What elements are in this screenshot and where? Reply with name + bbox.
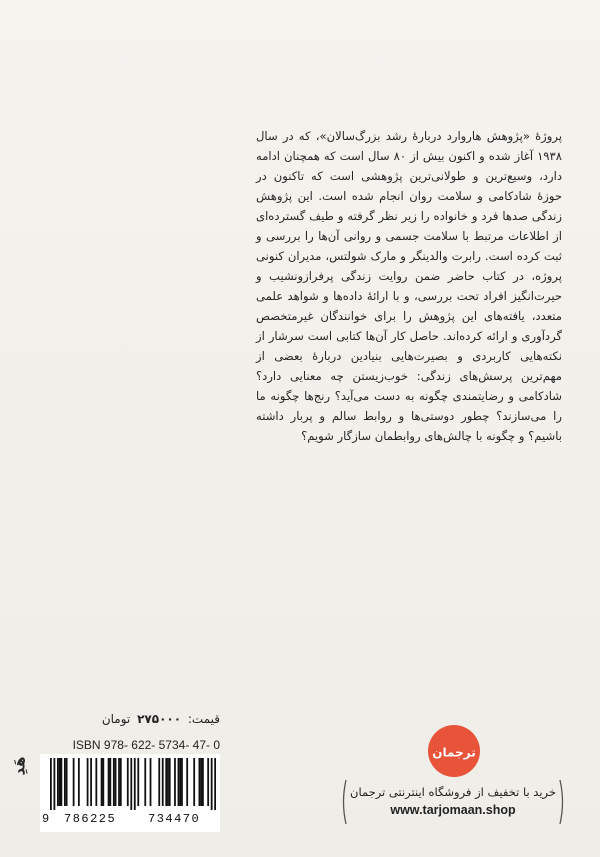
barcode-bar <box>53 758 55 810</box>
barcode-numbers <box>40 812 220 828</box>
barcode-bar <box>109 758 111 806</box>
barcode-bar <box>120 758 122 806</box>
barcode-bar <box>115 758 117 806</box>
barcode-bar <box>57 758 59 806</box>
price-currency: تومان <box>101 712 131 726</box>
barcode-bar <box>181 758 183 806</box>
barcode-bar <box>113 758 115 806</box>
shop-promo-box[interactable] <box>340 778 566 826</box>
barcode-bar <box>144 758 146 806</box>
barcode-bar <box>127 758 129 806</box>
blurb-paragraph: پروژهٔ «پژوهش هاروارد دربارهٔ رشد بزرگ‌سالان»، که در سال ۱۹۳۸ آغاز شده و اکنون بیش از ۸۰ سال است که همچنان ادامه دارد، وسیع‌ترین و طولانی‌ترین پژوهشی است که تاکنون در حوزهٔ شادکامی و سلامت روان انجام شده است. این پژوهش زندگی صدها فرد و خانواده را زیر نظر گرفته و طیف گسترده‌ای از اطلاعات مرتبط با سلامت جسمی و روانی آن‌ها را بررسی و ثبت کرده است. رابرت والدینگر و مارک شولتس، مدیران کنونی پروژه، در کتاب حاضر ضمن روایت زندگی پرفرازونشیب و حیرت‌انگیز افراد تحت بررسی، و با ارائهٔ داده‌ها و شواهد علمی متعدد، یافته‌های این پژوهش را برای خوانندگان غیرمتخصص گردآوری و ارائه کرده‌اند. حاصل کار آن‌ها کتابی است سرشار از نکته‌هایی کاربردی و بصیرت‌هایی بنیادین دربارهٔ بعضی از مهم‌ترین پرسش‌های زندگی: خوب‌زیستن چه معنایی دارد؟ شادکامی و رضایتمندی چگونه به دست می‌آید؟ رنج‌ها چگونه ما را می‌سازند؟ چطور دوستی‌ها و روابط سالم و پربار داشته باشیم؟ و چگونه با چالش‌های روابطمان سازگار شویم؟ <box>256 129 562 443</box>
barcode-lead-digit: 9 <box>42 812 50 826</box>
barcode-bar <box>87 758 89 806</box>
barcode-bar <box>202 758 204 806</box>
isbn-text: ISBN 978- 622- 5734- 47- 0 <box>72 738 220 752</box>
barcode-bar <box>178 758 180 806</box>
barcode-bar <box>214 758 216 810</box>
barcode-group-1: 786225 <box>64 812 117 826</box>
barcode-bar <box>186 758 188 806</box>
barcode-bar <box>207 758 209 806</box>
back-cover-blurb <box>256 126 562 446</box>
barcode-bar <box>174 758 176 806</box>
barcode-bar <box>101 758 103 806</box>
barcode-bar <box>179 758 181 806</box>
barcode-bar <box>66 758 68 806</box>
barcode-bar <box>199 758 201 806</box>
price-label: قیمت: <box>187 712 220 726</box>
barcode-bar <box>169 758 171 806</box>
tarjoman-logo-text: ترجمان <box>432 745 476 760</box>
barcode-bar <box>95 758 97 806</box>
price-value: ۲۷۵۰۰۰ <box>137 712 182 726</box>
barcode-bar <box>134 758 136 810</box>
barcode-bar <box>90 758 92 806</box>
barcode-bar <box>50 758 52 810</box>
barcode-bar <box>167 758 169 806</box>
barcode-bar <box>200 758 202 806</box>
barcode-bar <box>165 758 167 806</box>
barcode-bar <box>211 758 213 810</box>
barcode-bar <box>118 758 120 806</box>
barcode-bar <box>78 758 80 806</box>
barcode-bar <box>108 758 110 806</box>
barcode-bar <box>150 758 152 806</box>
barcode-bar <box>158 758 160 806</box>
barcode-bars <box>50 758 216 810</box>
barcode-bar <box>102 758 104 806</box>
barcode-group-2: 734470 <box>148 812 201 826</box>
barcode-bar <box>73 758 75 806</box>
tarjoman-logo-icon[interactable] <box>426 723 482 779</box>
price-line <box>40 712 220 726</box>
barcode-bar <box>64 758 66 806</box>
shop-promo-text: خرید با تخفیف از فروشگاه اینترنتی ترجمان <box>350 785 556 799</box>
barcode-bar <box>60 758 62 806</box>
barcode-bar <box>130 758 132 810</box>
barcode-bar <box>162 758 164 806</box>
barcode <box>40 754 220 832</box>
barcode-bar <box>193 758 195 806</box>
shop-url-link[interactable]: www.tarjomaan.shop <box>390 803 516 817</box>
barcode-bar <box>137 758 139 806</box>
publisher-logo-icon <box>8 738 32 794</box>
barcode-bar <box>59 758 61 806</box>
publisher-logo-text: هَدِ <box>10 756 29 776</box>
